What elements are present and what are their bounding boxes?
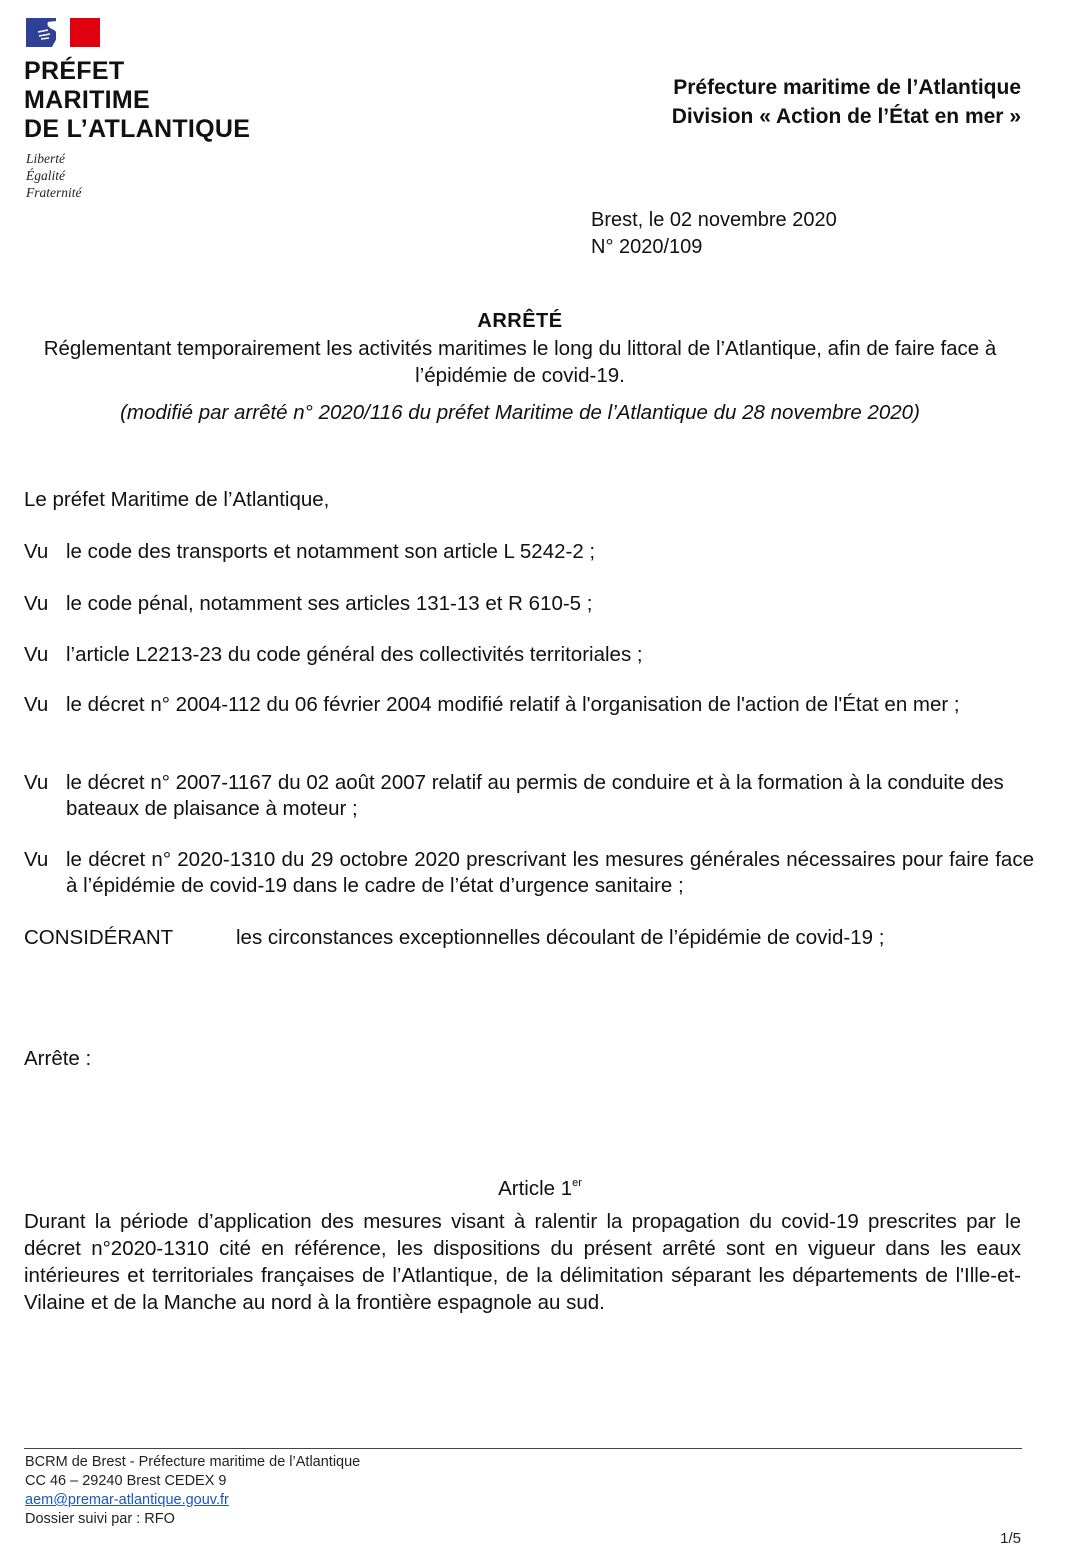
division-line: Division « Action de l’État en mer » [671, 105, 1021, 128]
modification-note: (modifié par arrêté n° 2020/116 du préfet Maritime de l’Atlantique du 28 novembre 2020) [120, 401, 920, 424]
article-title-text: Article 1 [498, 1177, 573, 1200]
vu-text: le code des transports et notamment son article L 5242-2 ; [66, 540, 596, 563]
vu-label: Vu [24, 771, 49, 794]
place-date: Brest, le 02 novembre 2020 [591, 209, 837, 231]
prefet-title [24, 57, 250, 144]
vu-text: le code pénal, notamment ses articles 131-13 et R 610-5 ; [66, 592, 593, 615]
vu-item [24, 770, 1034, 822]
footer-contact [25, 1453, 360, 1529]
decree-number: N° 2020/109 [591, 236, 703, 258]
motto-line: Fraternité [26, 185, 82, 200]
logo-line: DE L’ATLANTIQUE [24, 115, 251, 143]
logo-line: MARITIME [24, 86, 150, 114]
place-date-block [591, 207, 837, 261]
decree-subtitle: Réglementant temporairement les activités maritimes le long du littoral de l’Atlantique, afin de faire face à l’épidémie de covid-19. [43, 337, 997, 387]
page-number: 1/5 [1000, 1530, 1021, 1547]
article-1-text: Durant la période d’application des mesures visant à ralentir la propagation du covid-19 prescrites par le décret n°2020-1310 cité en référence, les dispositions du présent arrêté sont en vigueur dans les eaux intérieures et territoriales françaises de l’Atlantique, de la délimitation séparant les départements de l'Ille-et-Vilaine et de la Manche au nord à la frontière espagnole au sud. [24, 1210, 1021, 1314]
considerant-clause [24, 925, 884, 951]
vu-text: le décret n° 2020-1310 du 29 octobre 2020 prescrivant les mesures générales nécessaires pour faire face à l’épidémie de covid-19 dans le cadre de l’état d’urgence sanitaire ; [66, 848, 1034, 897]
considerant-label: CONSIDÉRANT [24, 926, 174, 949]
vu-item [24, 539, 1034, 565]
motto-line: Égalité [26, 168, 65, 183]
footer-divider [24, 1448, 1022, 1449]
vu-text: le décret n° 2007-1167 du 02 août 2007 relatif au permis de conduire et à la formation à la conduite des bateaux de plaisance à moteur ; [66, 771, 1004, 820]
issuing-service [672, 73, 1021, 131]
vu-label: Vu [24, 643, 49, 666]
footer-organization: BCRM de Brest - Préfecture maritime de l’Atlantique [25, 1454, 361, 1470]
arrete-word: Arrête : [24, 1047, 92, 1070]
logo-line: PRÉFET [24, 57, 125, 85]
vu-label: Vu [24, 592, 49, 615]
decree-title-block [20, 308, 1020, 426]
service-line: Préfecture maritime de l’Atlantique [673, 76, 1021, 99]
article-title-sup: er [572, 1177, 582, 1189]
republic-motto [26, 150, 82, 201]
vu-label: Vu [24, 848, 49, 871]
footer-address: CC 46 – 29240 Brest CEDEX 9 [25, 1473, 227, 1489]
footer-followed-by: Dossier suivi par : RFO [25, 1511, 175, 1527]
motto-line: Liberté [26, 151, 65, 166]
intro-line: Le préfet Maritime de l’Atlantique, [24, 488, 330, 511]
footer-email-link[interactable]: aem@premar-atlantique.gouv.fr [25, 1492, 229, 1508]
decree-heading: ARRÊTÉ [477, 310, 563, 332]
vu-item [24, 692, 1034, 718]
marianne-logo [26, 18, 100, 47]
vu-text: le décret n° 2004-112 du 06 février 2004 modifié relatif à l'organisation de l'action de l'État en mer ; [66, 693, 960, 716]
vu-label: Vu [24, 693, 49, 716]
vu-item [24, 642, 1034, 668]
vu-label: Vu [24, 540, 49, 563]
vu-text: l’article L2213-23 du code général des collectivités territoriales ; [66, 643, 643, 666]
vu-item [24, 591, 1034, 617]
considerant-text: les circonstances exceptionnelles découlant de l’épidémie de covid-19 ; [236, 926, 885, 949]
article-1-title [20, 1170, 1060, 1202]
vu-item [24, 847, 1034, 899]
